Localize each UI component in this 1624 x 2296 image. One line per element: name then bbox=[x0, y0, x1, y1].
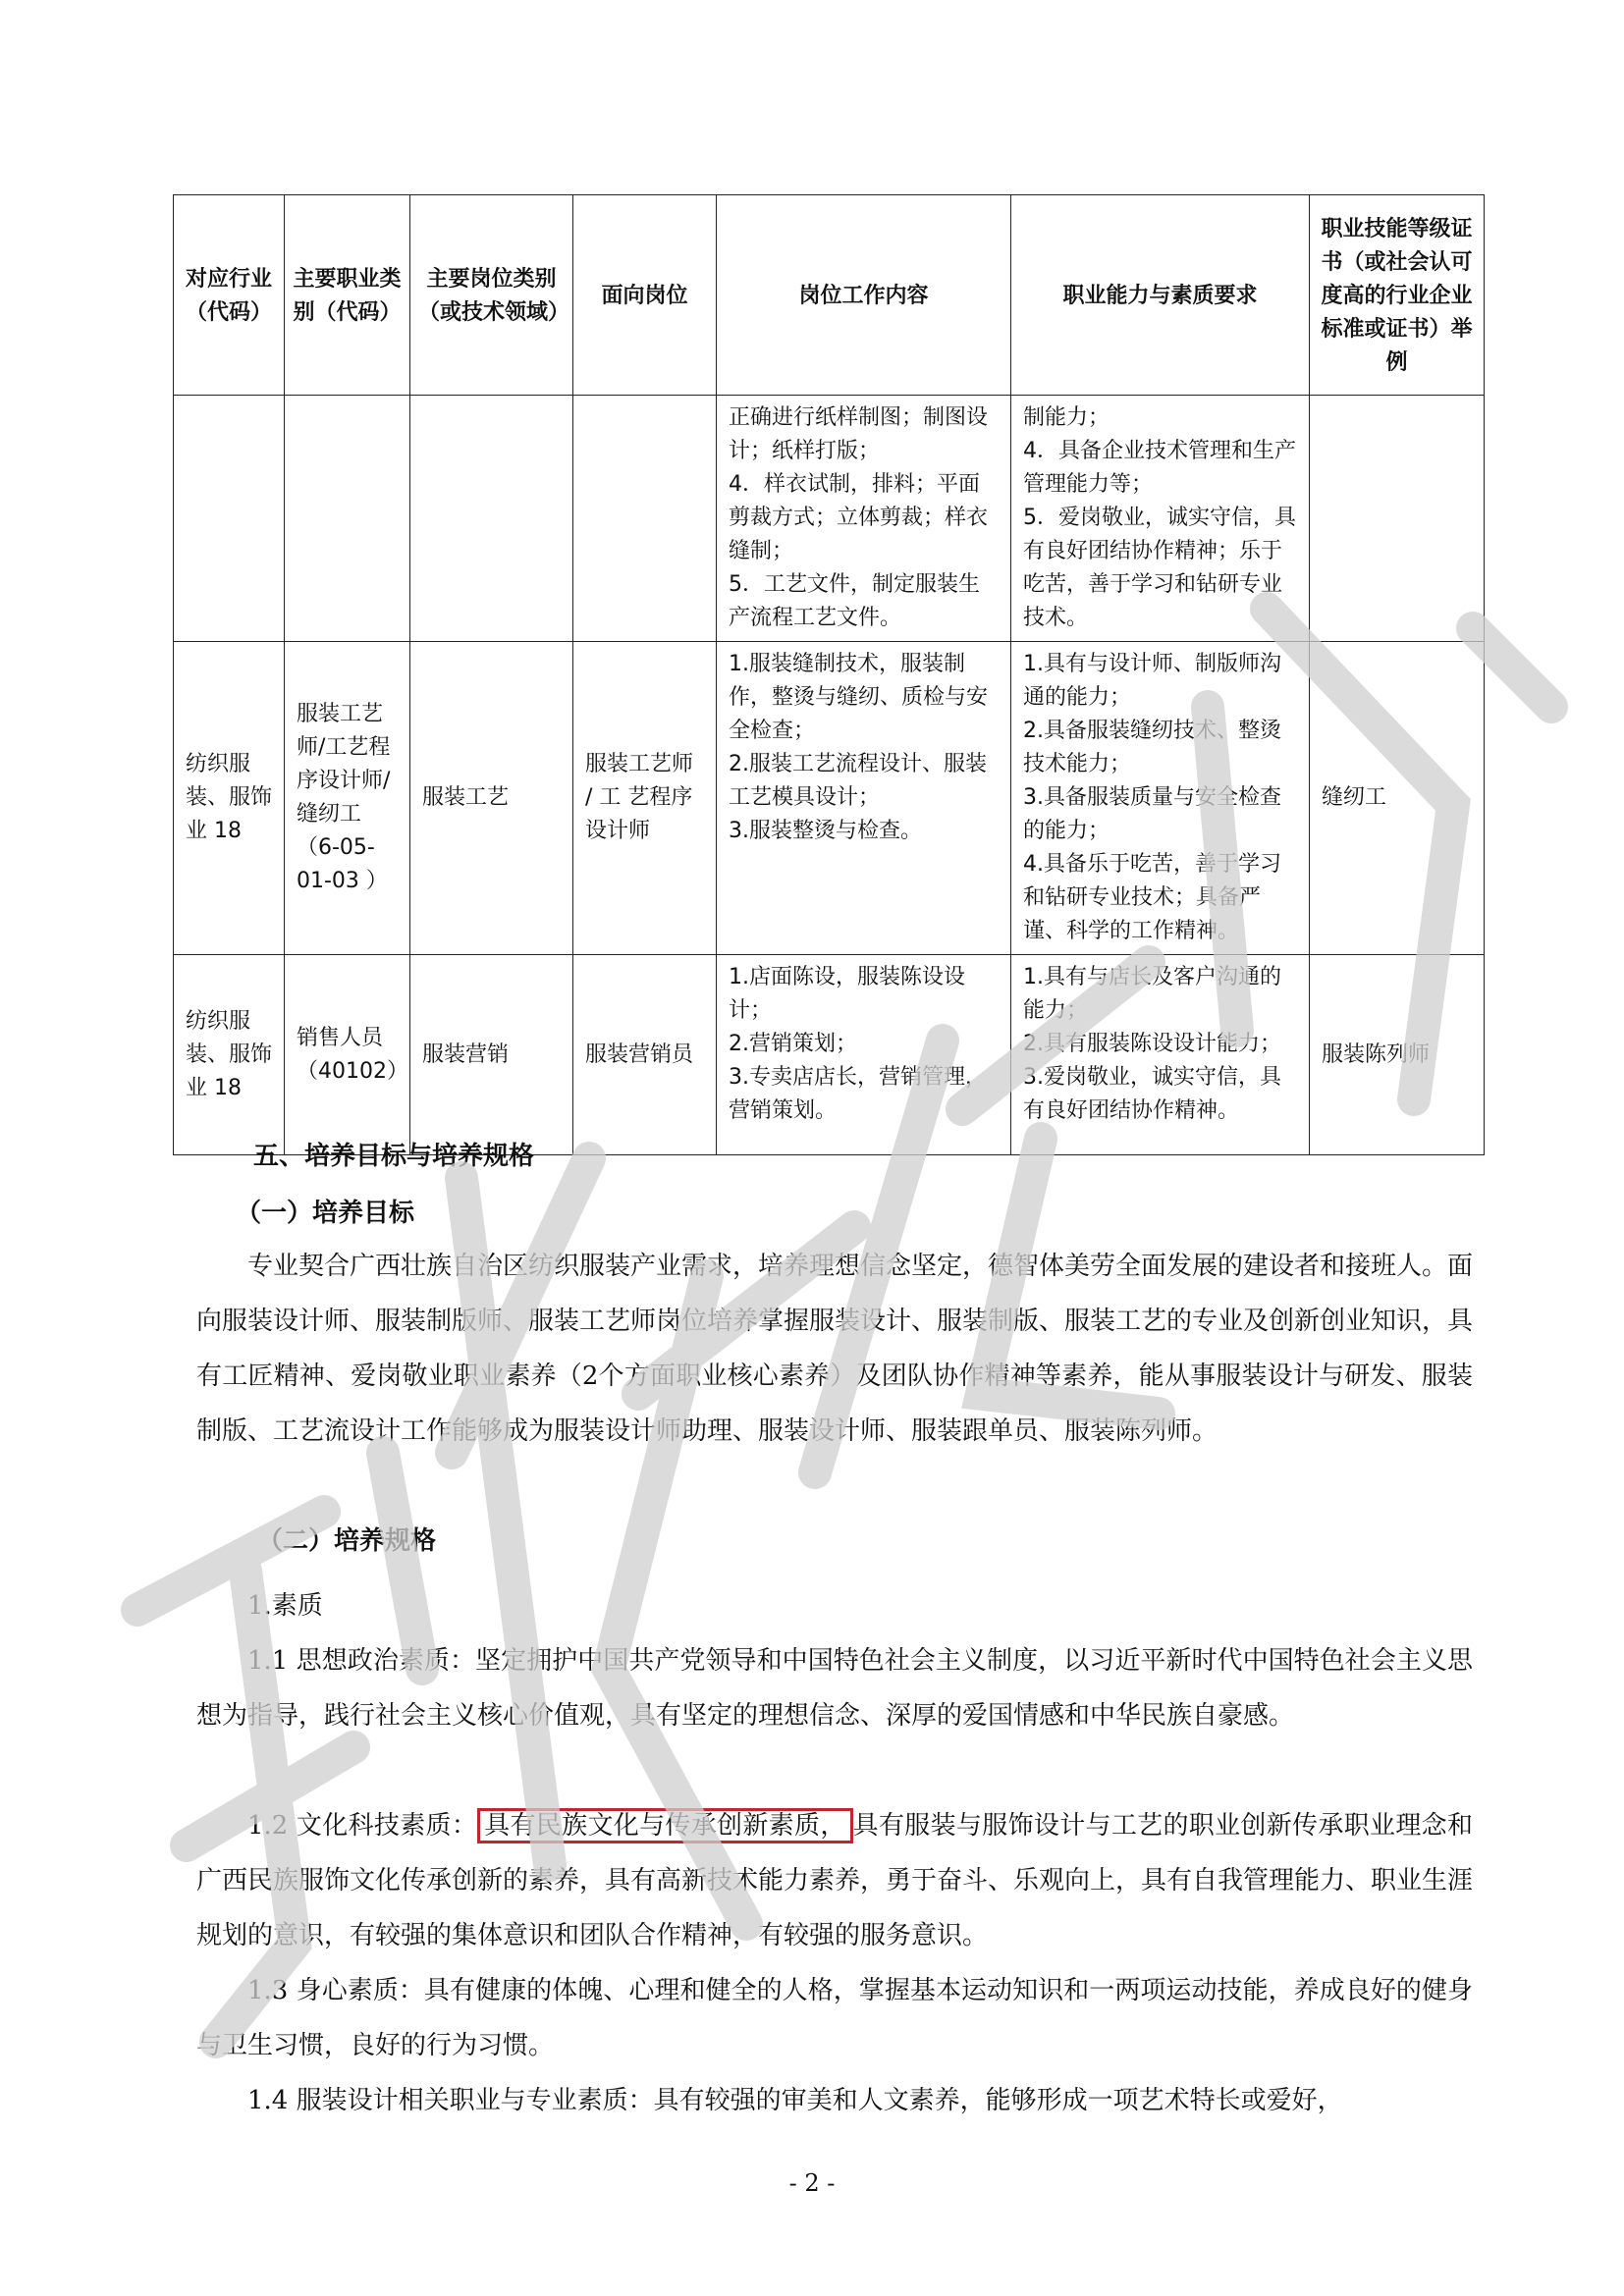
item-quality: 1.素质 bbox=[247, 1591, 323, 1621]
header-occupation: 主要职业类别（代码） bbox=[285, 195, 410, 396]
header-post-category: 主要岗位类别（或技术领域） bbox=[410, 195, 573, 396]
cell-certificate bbox=[1310, 396, 1485, 642]
header-content: 岗位工作内容 bbox=[717, 195, 1011, 396]
cell-certificate: 缝纫工 bbox=[1310, 642, 1485, 955]
cell-ability: 1.具有与设计师、制版师沟通的能力； 2.具备服装缝纫技术、整烫技术能力； 3.具备服装质量与安全检查的能力； 4.具备乐于吃苦，善于学习和钻研专业技术；具备严谨、科学的工作精神。 bbox=[1011, 642, 1310, 955]
cell-content: 正确进行纸样制图；制图设计；纸样打版； 4．样衣试制，排料；平面剪裁方式；立体剪裁；样衣缝制； 5．工艺文件，制定服装生产流程工艺文件。 bbox=[717, 396, 1011, 642]
cell-occupation: 销售人员（40102） bbox=[285, 955, 410, 1155]
table-header-row bbox=[174, 195, 1485, 396]
subsection-title-goals: （一）培养目标 bbox=[236, 1199, 415, 1228]
cell-ability: 1.具有与店长及客户沟通的能力； 2.具有服装陈设设计能力； 3.爱岗敬业，诚实守信，具有良好团结协作精神。 bbox=[1011, 955, 1310, 1155]
cell-post-category: 服装营销 bbox=[410, 955, 573, 1155]
page-number: - 2 - bbox=[788, 2169, 836, 2197]
culture-rest: 具有服装与服饰设计与工艺的职业创新传承职业理念和广西民族服饰文化传承创新的素养，具有高新技术能力素养，勇于奋斗、乐观向上，具有自我管理能力、职业生涯规划的意识，有较强的集体意识和团队合作精神，有较强的服务意识。 bbox=[196, 1811, 1474, 1950]
item-culture-quality bbox=[196, 1798, 1473, 1963]
item-design-quality: 1.4 服装设计相关职业与专业素质：具有较强的审美和人文素养，能够形成一项艺术特长或爱好， bbox=[247, 2086, 1343, 2115]
cell-post bbox=[573, 396, 717, 642]
table-row bbox=[174, 955, 1485, 1155]
culture-prefix: 1.2 文化科技素质： bbox=[247, 1811, 478, 1841]
header-certificate: 职业技能等级证书（或社会认可度高的行业企业标准或证书）举例 bbox=[1310, 195, 1485, 396]
cell-post-category bbox=[410, 396, 573, 642]
subsection-title-specs: （二）培养规格 bbox=[257, 1526, 437, 1556]
cell-content: 1.服装缝制技术，服装制作，整烫与缝纫、质检与安全检查； 2.服装工艺流程设计、服装工艺模具设计； 3.服装整烫与检查。 bbox=[717, 642, 1011, 955]
cell-certificate: 服装陈列师 bbox=[1310, 955, 1485, 1155]
item-political-quality: 1.1 思想政治素质：坚定拥护中国共产党领导和中国特色社会主义制度，以习近平新时代中国特色社会主义思想为指导，践行社会主义核心价值观，具有坚定的理想信念、深厚的爱国情感和中华民族自豪感。 bbox=[196, 1646, 1473, 1731]
cell-occupation bbox=[285, 396, 410, 642]
cell-occupation: 服装工艺师/工艺程序设计师/缝纫工（6-05-01-03 ） bbox=[285, 642, 410, 955]
item-physical-quality: 1.3 身心素质：具有健康的体魄、心理和健全的人格，掌握基本运动知识和一两项运动技能，养成良好的健身与卫生习惯，良好的行为习惯。 bbox=[196, 1976, 1473, 2060]
header-ability: 职业能力与素质要求 bbox=[1011, 195, 1310, 396]
cell-post: 服装营销员 bbox=[573, 955, 717, 1155]
table-row bbox=[174, 642, 1485, 955]
occupation-table bbox=[173, 194, 1485, 1155]
cell-post: 服装工艺师 / 工 艺程序设计师 bbox=[573, 642, 717, 955]
goals-paragraph: 专业契合广西壮族自治区纺织服装产业需求，培养理想信念坚定，德智体美劳全面发展的建设者和接班人。面向服装设计师、服装制版师、服装工艺师岗位培养掌握服装设计、服装制版、服装工艺的专业及创新创业知识，具有工匠精神、爱岗敬业职业素养（2个方面职业核心素养）及团队协作精神等素养，能从事服装设计与研发、服装制版、工艺流设计工作能够成为服装设计师助理、服装设计师、服装跟单员、服装陈列师。 bbox=[196, 1252, 1474, 1446]
cell-ability: 制能力； 4．具备企业技术管理和生产管理能力等； 5．爱岗敬业，诚实守信，具有良好团结协作精神；乐于吃苦，善于学习和钻研专业技术。 bbox=[1011, 396, 1310, 642]
cell-industry: 纺织服装、服饰业 18 bbox=[174, 642, 285, 955]
table-row bbox=[174, 396, 1485, 642]
header-post: 面向岗位 bbox=[573, 195, 717, 396]
cell-industry: 纺织服装、服饰业 18 bbox=[174, 955, 285, 1155]
highlighted-phrase: 具有民族文化与传承创新素质， bbox=[477, 1808, 852, 1843]
cell-industry bbox=[174, 396, 285, 642]
cell-post-category: 服装工艺 bbox=[410, 642, 573, 955]
cell-content: 1.店面陈设，服装陈设设计； 2.营销策划； 3.专卖店店长，营销管理，营销策划。 bbox=[717, 955, 1011, 1155]
section-title: 五、培养目标与培养规格 bbox=[253, 1142, 535, 1171]
header-industry: 对应行业（代码） bbox=[174, 195, 285, 396]
